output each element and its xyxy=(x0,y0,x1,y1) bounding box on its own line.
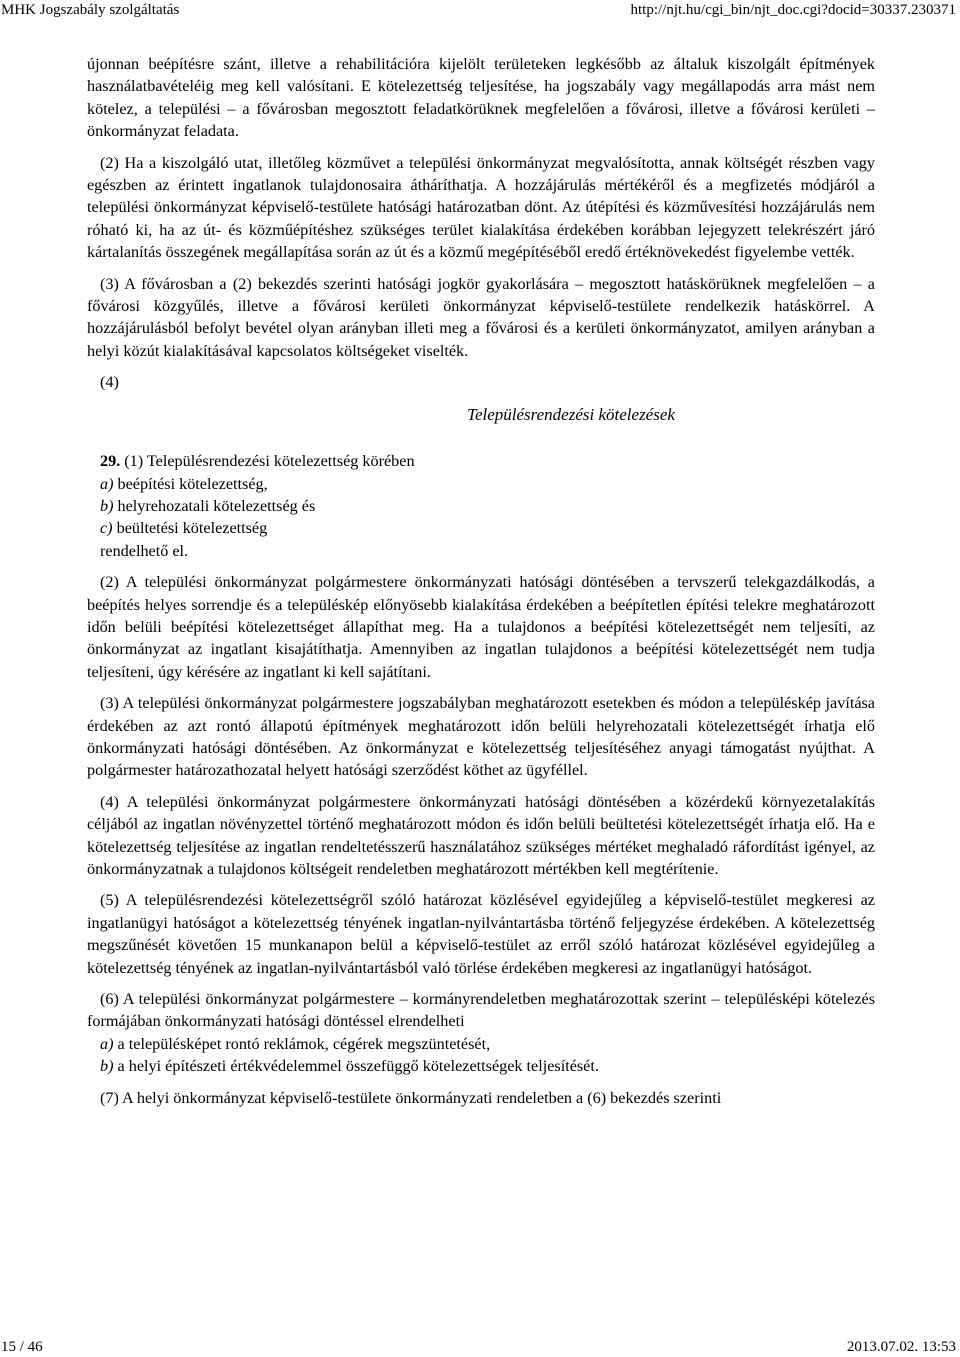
page-footer xyxy=(0,1338,960,1357)
subsection-5: (5) A településrendezési kötelezettségről szóló határozat közlésével egyidejűleg a képviselő-testület megkeresi az ingatlanügyi hatóságot a kötelezettség tényének ingatlan-nyilvántartásba történő feljegyzése érdekében. A kötelezettség megszűnését követően 15 munkanapon belül a képviselő-testület az erről szóló határozat közlésével egyidejűleg a kötelezettség tényének az ingatlan-nyilvántartásból való törlése érdekében megkeresi az ingatlanügyi hatóságot. xyxy=(87,891,875,977)
page-number: 15 / 46 xyxy=(1,1339,43,1355)
article-29-intro-text: (1) Településrendezési kötelezettség körében xyxy=(124,452,415,471)
list-text-c: beültetési kötelezettség xyxy=(116,519,268,538)
subsection-6: (6) A települési önkormányzat polgármestere – kormányrendeletben meghatározottak szerint – településképi kötelezés formájában önkormányzati hatósági döntéssel elrendelheti xyxy=(87,990,875,1031)
s6-letter-b: b) xyxy=(100,1057,114,1076)
paragraph-4: (4) xyxy=(100,373,119,392)
header-title: MHK Jogszabály szolgáltatás xyxy=(1,2,180,18)
document-body xyxy=(87,53,875,1109)
subsection-7: (7) A helyi önkormányzat képviselő-testülete önkormányzati rendeletben a (6) bekezdés szerinti xyxy=(100,1088,722,1107)
list-item-b xyxy=(87,495,875,517)
paragraph-continuation: újonnan beépítésre szánt, illetve a rehabilitációra kijelölt területeken legkésőbb az általuk kiszolgált építmények használatbavételéig meg kell valósítani. E kötelezettség teljesítése, ha jogszabály vagy megállapodás arra mást nem kötelez, a települési – a fővárosban megosztott feladatkörüknek megfelelően a fővárosi, illetve a fővárosi kerületi – önkormányzat feladata. xyxy=(87,55,875,141)
list-letter-b: b) xyxy=(100,496,114,515)
page-header xyxy=(0,0,960,20)
list-item-a xyxy=(87,473,875,495)
print-datetime: 2013.07.02. 13:53 xyxy=(846,1339,956,1355)
subsection-3: (3) A települési önkormányzat polgármestere jogszabályban meghatározott esetekben és módon a településkép javítása érdekében az azt rontó állapotú építmények meghatározott időn belüli helyrehozatali kötelezettségét írhatja elő önkormányzati hatósági döntésében. Az önkormányzat e kötelezettség teljesítéséhez anyagi támogatást nyújthat. A polgármester határozathozatal helyett hatósági szerződést köthet az ügyféllel. xyxy=(87,694,875,780)
section-title: Településrendezési kötelezések xyxy=(467,404,675,424)
s6-text-b: a helyi építészeti értékvédelemmel összefüggő kötelezettségek teljesítését. xyxy=(117,1057,599,1076)
s6-letter-a: a) xyxy=(100,1034,114,1053)
list-text-b: helyrehozatali kötelezettség és xyxy=(117,496,316,515)
paragraph-2: (2) Ha a kiszolgáló utat, illetőleg közművet a települési önkormányzat megvalósította, annak költségét részben vagy egészben az érintett ingatlanok tulajdonosaira átháríthatja. A hozzájárulás mértékéről és a megfizetés módjáról a települési önkormányzat képviselő-testülete hatósági határozatban dönt. Az útépítési és közművesítési hozzájárulás nem róható ki, ha az út- és közműépítéshez szükséges terület kialakítása érdekében korábban lejegyzett telekrészért járó kártalanítás összegének megállapítása során az út és a közmű megépítéséből eredő értéknövekedést figyelembe vették. xyxy=(87,153,875,262)
header-url: http://njt.hu/cgi_bin/njt_doc.cgi?docid=30337.230371 xyxy=(630,2,956,18)
article-number: 29. xyxy=(100,452,121,471)
list-closing: rendelhető el. xyxy=(100,541,189,560)
list-text-a: beépítési kötelezettség, xyxy=(117,474,268,493)
paragraph-3: (3) A fővárosban a (2) bekezdés szerinti hatósági jogkör gyakorlására – megosztott hatáskörüknek megfelelően – a fővárosi közgyűlés, illetve a fővárosi kerületi önkormányzat képviselő-testülete rendelkezik hatáskörrel. A hozzájárulásból befolyt bevétel olyan arányban illeti meg a fővárosi és a kerületi önkormányzatot, amilyen arányban a helyi közút kialakításával kapcsolatos költségeket viselték. xyxy=(87,274,875,360)
subsection-6-item-a xyxy=(87,1033,875,1055)
list-letter-c: c) xyxy=(100,519,113,538)
subsection-2: (2) A települési önkormányzat polgármestere önkormányzati hatósági döntésében a tervszerű telekgazdálkodás, a beépítés helyes sorrendje és a településkép előnyösebb kialakítása érdekében a beépítetlen építési telekre meghatározott időn belüli beépítési kötelezettséget állapíthat meg. Ha a tulajdonos a beépítési kötelezettségét nem teljesíti, az önkormányzat az ingatlant kisajátíthatja. Amennyiben az ingatlan tulajdonos a beépítési kötelezettségét nem tudja teljesíteni, úgy kérésére az ingatlant ki kell sajátítani. xyxy=(87,573,875,681)
subsection-6-item-b xyxy=(87,1055,875,1077)
article-29-intro xyxy=(87,450,875,472)
subsection-4: (4) A települési önkormányzat polgármestere önkormányzati hatósági döntésében a közérdekű környezetalakítás céljából az ingatlan növényzettel történő meghatározott módon és időn belüli beültetési kötelezettségét írhatja elő. Ha e kötelezettség teljesítése az ingatlan rendeltetésszerű használatához szükséges mértéket meghaladó ráfordítást igényel, az önkormányzatnak a tulajdonos költségeit rendeletben meghatározott mértékben kell megtérítenie. xyxy=(87,792,875,878)
s6-text-a: a településképet rontó reklámok, cégérek megszüntetését, xyxy=(117,1034,491,1053)
list-letter-a: a) xyxy=(100,474,114,493)
list-item-c xyxy=(87,517,875,539)
